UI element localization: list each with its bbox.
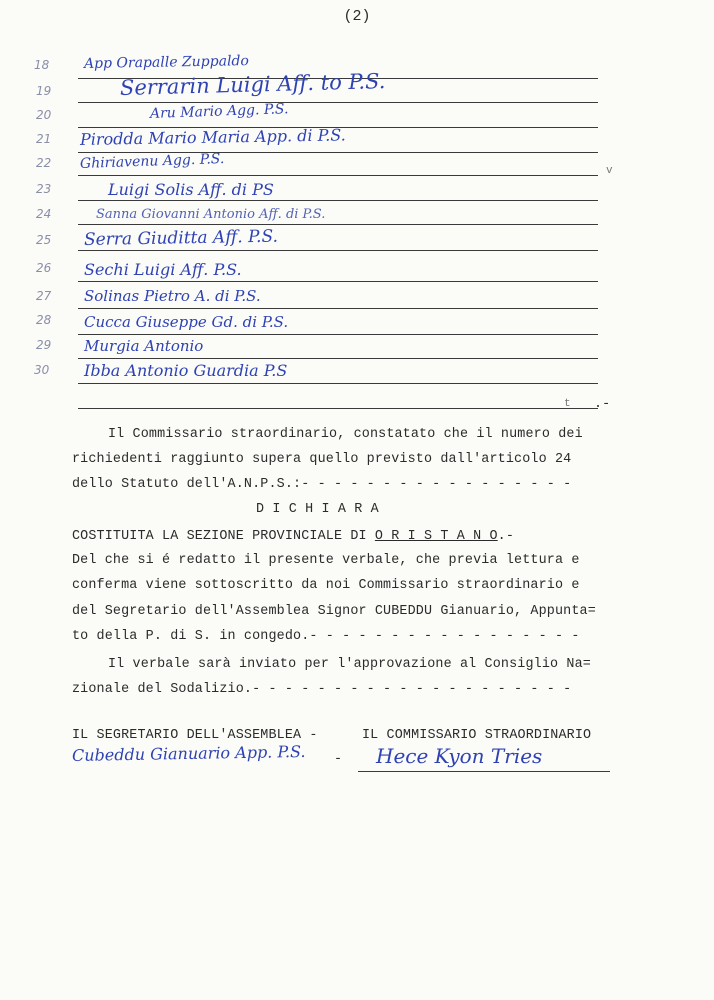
signature-25: Serra Giuditta Aff. P.S.: [83, 226, 279, 250]
line-number: 23: [36, 182, 52, 196]
line-number: 18: [34, 58, 50, 72]
signature-27: Solinas Pietro A. di P.S.: [84, 287, 261, 305]
signature-rule-30: [78, 383, 598, 384]
line-number: 22: [36, 156, 52, 170]
commissioner-signature: Hece Kyon Tries: [376, 744, 543, 768]
signature-23: Luigi Solis Aff. di PS: [108, 180, 274, 199]
line-number: 30: [34, 363, 50, 377]
margin-mark-t: t: [564, 398, 571, 410]
body-line-6: conferma viene sottoscritto da noi Commissario straordinario e: [72, 578, 580, 593]
body-line-5: Del che si é redatto il presente verbale, che previa lettura e: [72, 553, 580, 568]
section-suffix: .-: [497, 529, 515, 544]
body-line-3: dello Statuto dell'A.N.P.S.:- - - - - - - - - - - - - - - - -: [72, 477, 572, 492]
signature-20: Aru Mario Agg. P.S.: [149, 101, 289, 122]
signature-30: Ibba Antonio Guardia P.S: [84, 361, 288, 380]
signature-24: Sanna Giovanni Antonio Aff. di P.S.: [96, 207, 326, 222]
signature-rule-26: [78, 281, 598, 282]
secretary-signature: Cubeddu Gianuario App. P.S.: [71, 741, 306, 765]
body-line-7: del Segretario dell'Assemblea Signor CUBEDDU Gianuario, Appunta=: [72, 604, 596, 619]
signature-26: Sechi Luigi Aff. P.S.: [84, 260, 242, 279]
line-number: 27: [36, 289, 52, 303]
line-number: 29: [36, 338, 52, 352]
body-line-4: [72, 529, 514, 544]
line-number: 24: [36, 207, 52, 221]
end-dash: .-: [594, 397, 611, 412]
signature-19: Serrarin Luigi Aff. to P.S.: [119, 69, 386, 100]
commissioner-label: IL COMMISSARIO STRAORDINARIO: [362, 728, 592, 743]
signature-rule-27: [78, 308, 598, 309]
line-number: 21: [36, 132, 52, 146]
body-line-8: to della P. di S. in congedo.- - - - - - - - - - - - - - - - -: [72, 629, 580, 644]
line-number: 26: [36, 261, 52, 275]
signature-rule-29: [78, 358, 598, 359]
line-number: 28: [36, 313, 52, 327]
section-label: COSTITUITA LA SEZIONE PROVINCIALE DI: [72, 529, 375, 544]
signature-29: Murgia Antonio: [84, 337, 204, 355]
declaration-heading: D I C H I A R A: [256, 502, 379, 517]
body-line-10: zionale del Sodalizio.- - - - - - - - - - - - - - - - - - - -: [72, 682, 572, 697]
page-number: (2): [343, 8, 371, 25]
signature-rule-31: [78, 408, 598, 409]
signature-rule-25: [78, 250, 598, 251]
line-number: 19: [36, 84, 52, 98]
signature-rule-22: [78, 175, 598, 176]
signature-22: Ghiriavenu Agg. P.S.: [79, 150, 225, 172]
signoff-dash: -: [334, 752, 343, 767]
signature-rule-23: [78, 200, 598, 201]
body-line-2: richiedenti raggiunto supera quello previsto dall'articolo 24: [72, 452, 572, 467]
margin-mark-v: v: [606, 165, 613, 177]
secretary-label: IL SEGRETARIO DELL'ASSEMBLEA -: [72, 728, 318, 743]
body-line-1: Il Commissario straordinario, constatato che il numero dei: [108, 427, 583, 442]
body-line-9: Il verbale sarà inviato per l'approvazione al Consiglio Na=: [108, 657, 591, 672]
line-number: 25: [36, 233, 52, 247]
signature-28: Cucca Giuseppe Gd. di P.S.: [84, 313, 289, 331]
section-city: O R I S T A N O: [374, 529, 498, 544]
signature-18: App Orapalle Zuppaldo: [83, 53, 250, 72]
commissioner-signature-line: [358, 771, 610, 772]
signature-rule-19: [78, 102, 598, 103]
signature-21: Pirodda Mario Maria App. di P.S.: [79, 125, 346, 149]
signature-rule-28: [78, 334, 598, 335]
line-number: 20: [36, 108, 52, 122]
signature-rule-24: [78, 224, 598, 225]
